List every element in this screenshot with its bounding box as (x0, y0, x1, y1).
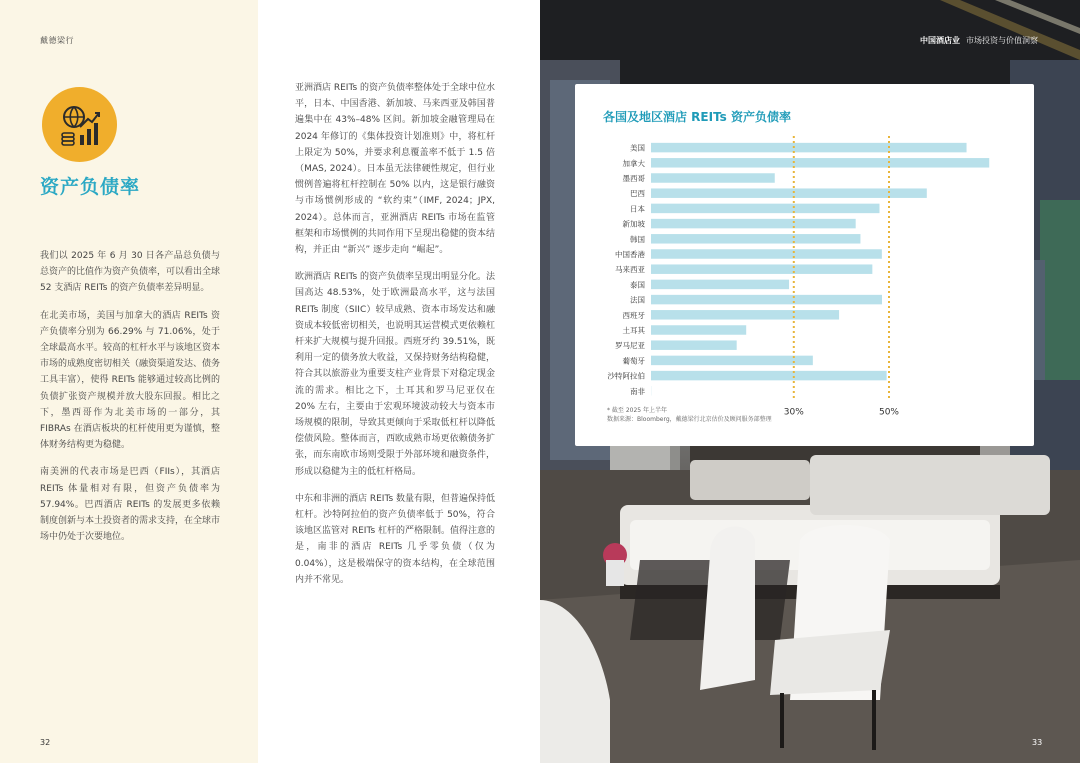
middle-body-text (295, 80, 495, 599)
bar-category-label: 美国 (630, 143, 645, 153)
bar-category-label: 墨西哥 (622, 174, 645, 183)
header-subtitle: 市场投资与价值洞察 (966, 36, 1038, 45)
section-title: 资产负债率 (40, 176, 141, 198)
bar-category-label: 泰国 (630, 280, 645, 290)
bar-category-label: 法国 (630, 295, 645, 305)
header-title: 中国酒店业 (920, 36, 960, 45)
bar-category-label: 罗马尼亚 (615, 341, 645, 351)
middle-paragraph: 亚洲酒店 REITs 的资产负债率整体处于全球中位水平，日本、中国香港、新加坡、马来西亚及韩国普遍集中在 43%–48% 区间。新加坡金融管理局在 2024 年修订的《集体投资计划准则》中，将杠杆上限定为 50%，并要求利息覆盖率不低于 1.5 倍（MAS, 2024）。日本虽无法律硬性规定，但行业惯例普遍将杠杆控制在 50% 以内，这是银行融资与市场惯例形成的 “软约束”（IMF, 2024；JPX, 2024）。总体而言，亚洲酒店 REITs 市场在监管框架和市场惯例的共同作用下呈现出稳健的资本结构，并正由 “新兴” 逐步走向 “崛起”。 (295, 83, 496, 256)
middle-paragraph: 欧洲酒店 REITs 的资产负债率呈现出明显分化。法国高达 48.53%，处于欧洲最高水平，这与法国 REITs 制度（SIIC）较早成熟、资本市场发达和融资成本较低密切相关，也说明其运营模式更依赖杠杆来扩大规模与提升回报。西班牙约 39.51%，既利用一定的债务放大收益，又保持财务结构稳健，符合其以旅游业为重要支柱产业背景下对稳定现金流的需求。相比之下，土耳其和罗马尼亚仅在 20% 左右，主要由于宏观环境波动较大与资本市场规模的限制，导致其更倾向于采取低杠杆以降低偿债风险。整体而言，西欧成熟市场更依赖债务扩张，而东南欧市场则受限于外部环境和融资条件，形成以稳健为主的低杠杆格局。 (295, 272, 496, 477)
bar (651, 249, 882, 259)
chart-source: 数据来源：Bloomberg，戴德梁行北京估价及顾问服务部整理 (607, 416, 772, 423)
middle-paragraph: 中东和非洲的酒店 REITs 数量有限，但普遍保持低杠杆。沙特阿拉伯的资产负债率低于 50%，符合该地区监管对 REITs 杠杆的严格限制。值得注意的是，南非的酒店 REITs 几乎零负债（仅为 0.04%），这是极端保守的资本结构，在全球范围内并不常见。 (295, 493, 496, 585)
bar-category-label: 日本 (630, 204, 645, 214)
bar (651, 173, 775, 183)
bar (651, 295, 882, 305)
bar-category-label: 西班牙 (622, 310, 645, 320)
page-header-right (920, 35, 1038, 46)
bar (651, 325, 746, 335)
page-number-left: 32 (40, 738, 51, 747)
bar (651, 280, 789, 290)
bar-category-label: 南非 (630, 386, 645, 396)
left-body-text (40, 248, 220, 556)
leverage-bar-chart (575, 84, 1034, 446)
bar (651, 340, 737, 350)
bar-category-label: 新加坡 (622, 219, 645, 229)
left-paragraph: 南美洲的代表市场是巴西（FIIs），其酒店 REITs 体量相对有限，但资产负债率为 57.94%。巴西酒店 REITs 的发展更多依赖制度创新与本土投资者的需求支持，在全球市场中仍处于次要地位。 (40, 467, 221, 543)
bar (651, 158, 989, 168)
bar (651, 143, 967, 153)
globe-coins-growth-icon (42, 87, 117, 162)
bar-category-label: 中国香港 (615, 250, 645, 259)
bar (651, 356, 813, 366)
bar-category-label: 土耳其 (622, 326, 645, 335)
bar (651, 264, 872, 274)
bar (651, 188, 927, 198)
chart-title: 各国及地区酒店 REITs 资产负债率 (603, 110, 791, 124)
reference-label: 50% (878, 407, 900, 418)
bar-category-label: 韩国 (630, 234, 645, 244)
chart-notes (607, 406, 772, 424)
bar-category-label: 葡萄牙 (622, 356, 645, 366)
bar (651, 219, 856, 229)
bar-category-label: 加拿大 (622, 158, 645, 168)
left-paragraph: 在北美市场，美国与加拿大的酒店 REITs 资产负债率分别为 66.29% 与 71.06%，处于全球最高水平。较高的杠杆水平与该地区资本市场的成熟度密切相关（融资渠道发达、债务工具丰富），使得 REITs 能够通过较高比例的负债扩张资产规模并放大股东回报。相比之下，墨西哥作为北美市场的一部分，其 FIBRAs 在酒店板块的杠杆使用更为谨慎，整体财务结构更为稳健。 (40, 310, 221, 451)
reference-label: 30% (783, 407, 804, 418)
section-icon-graphic (58, 103, 102, 147)
chart-card (575, 84, 1034, 446)
chart-footnote: * 截至 2025 年上半年 (607, 407, 667, 414)
bar-category-label: 巴西 (630, 189, 645, 199)
bar-category-label: 马来西亚 (615, 265, 645, 275)
brand-name: 戴德梁行 (40, 36, 74, 45)
bar (651, 234, 860, 244)
bar (651, 204, 879, 214)
left-paragraph: 我们以 2025 年 6 月 30 日各产品总负债与总资产的比值作为资产负债率，可以看出全球 52 支酒店 REITs 的资产负债率差异明显。 (40, 251, 221, 294)
page-number-right: 33 (1032, 738, 1043, 747)
bar (651, 310, 839, 320)
bar (651, 371, 887, 381)
bar-category-label: 沙特阿拉伯 (607, 371, 645, 381)
